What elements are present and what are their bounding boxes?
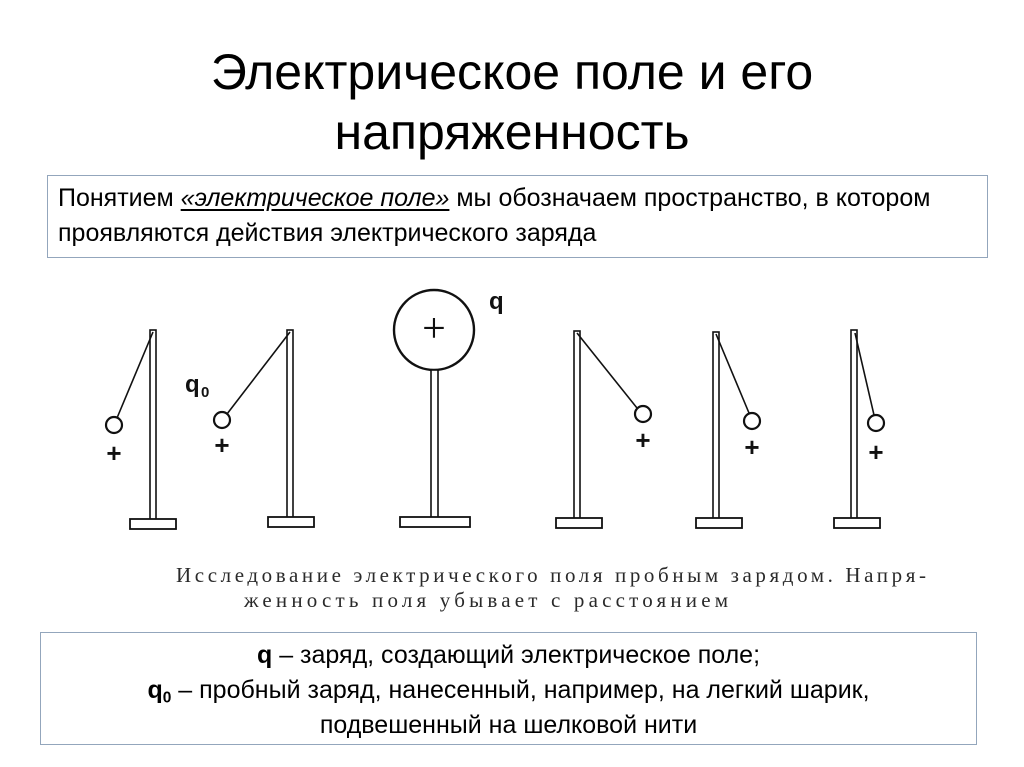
stand-5	[696, 332, 760, 528]
stand-5-test-ball	[744, 413, 760, 429]
source-charge-base	[400, 517, 470, 527]
title-line-2: напряженность	[334, 104, 690, 160]
legend-line-test-charge	[51, 673, 966, 708]
definition-continuation: мы обозначаем пространство, в котором	[449, 184, 931, 212]
stand-4-pole	[574, 331, 580, 519]
stand-1-silk-thread	[117, 332, 153, 418]
definition-intro: Понятием	[58, 184, 181, 212]
source-charge-label: q	[489, 288, 504, 315]
source-charge-pole	[431, 370, 438, 518]
definition-line-1	[58, 181, 977, 216]
stand-5-base	[696, 518, 742, 528]
stand-2	[185, 330, 314, 527]
legend-q0-symbol: q	[147, 676, 163, 704]
stand-1	[106, 330, 176, 529]
stand-6	[834, 330, 884, 528]
slide-title	[0, 42, 1024, 162]
stand-2-base	[268, 517, 314, 527]
legend-q0-subscript: 0	[162, 689, 172, 707]
stand-5-plus-sign: +	[744, 432, 760, 462]
definition-line-2: проявляются действия электрического заряда	[58, 219, 597, 247]
stand-2-test-ball	[214, 412, 230, 428]
stand-6-silk-thread	[855, 333, 874, 415]
test-charge-label: q	[185, 371, 200, 398]
stand-4-silk-thread	[577, 333, 637, 408]
stand-6-test-ball	[868, 415, 884, 431]
electric-field-diagram	[0, 280, 1024, 620]
legend-line-test-charge-continued: подвешенный на шелковой нити	[319, 711, 698, 739]
stand-6-base	[834, 518, 880, 528]
title-line-1: Электрическое поле и его	[210, 44, 814, 100]
stand-6-pole	[851, 330, 857, 519]
stand-5-silk-thread	[716, 334, 749, 413]
stand-2-plus-sign: +	[214, 430, 230, 460]
stand-5-pole	[713, 332, 719, 519]
stand-1-base	[130, 519, 176, 529]
test-charge-subscript: 0	[201, 384, 210, 401]
stand-2-silk-thread	[227, 332, 290, 414]
stand-4	[556, 331, 651, 528]
stand-4-test-ball	[635, 406, 651, 422]
stand-2-pole	[287, 330, 293, 518]
source-charge-plus-sign: +	[422, 306, 446, 352]
diagram-caption-line-1: Исследование электрического поля пробным зарядом. Напря-	[176, 563, 926, 587]
legend-q-symbol: q	[256, 641, 273, 669]
stand-4-plus-sign: +	[635, 425, 651, 455]
legend-q-description: – заряд, создающий электрическое поле;	[272, 641, 761, 669]
legend-box	[40, 632, 977, 745]
legend-q0-description: – пробный заряд, нанесенный, например, на легкий шарик,	[171, 676, 870, 704]
stand-1-plus-sign: +	[106, 438, 122, 468]
stand-1-test-ball	[106, 417, 122, 433]
stand-1-pole	[150, 330, 156, 520]
stand-6-plus-sign: +	[868, 437, 884, 467]
legend-line-source-charge	[51, 638, 966, 673]
definition-box	[47, 175, 988, 258]
stand-4-base	[556, 518, 602, 528]
source-charge-stand	[394, 288, 504, 527]
diagram-caption-line-2: женность поля убывает с расстоянием	[244, 588, 728, 612]
definition-term: «электрическое поле»	[180, 184, 450, 212]
